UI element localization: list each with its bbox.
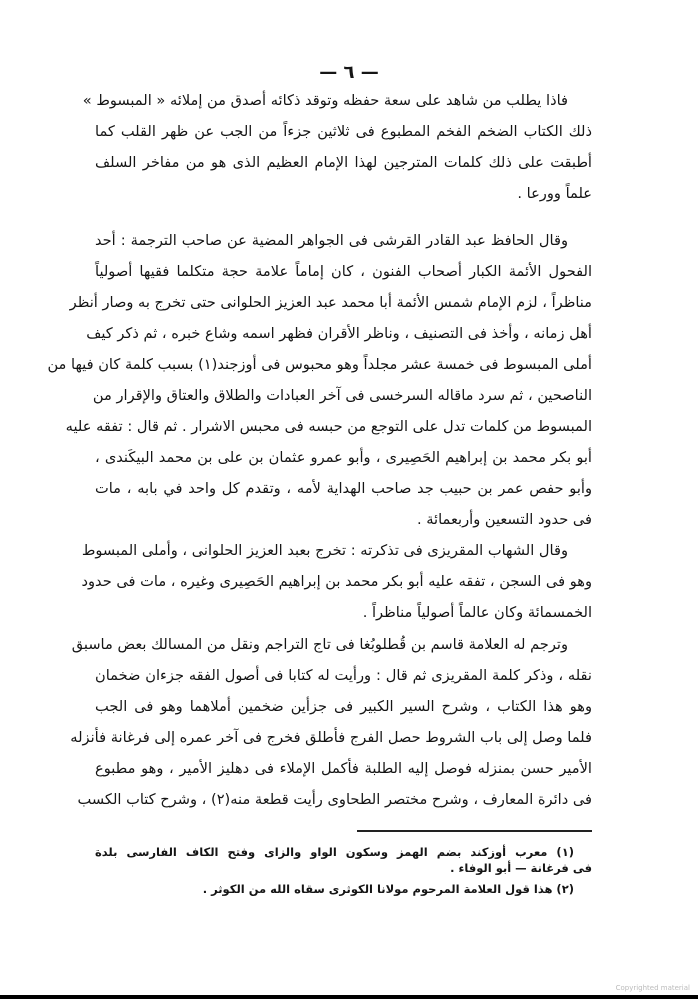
footnote-divider [357, 830, 592, 832]
watermark: Copyrighted material [615, 984, 690, 992]
body-line: الناصحين ، ثم سرد ماقاله السرخسى فى آخر العبادات والطلاق والعتاق والإقرار من [92, 387, 592, 404]
body-line: أبو بكر محمد بن إبراهيم الحَصِيرى ، وأبو عمرو عثمان بن على بن محمد البيكَندى ، [95, 449, 592, 466]
body-line: فى حدود التسعين وأربعمائة . [416, 511, 592, 528]
body-line: وهو هذا الكتاب ، وشرح السير الكبير فى جزأين ضخمين أملاهما وهو فى الجب [95, 698, 592, 715]
body-line: مناظراً ، لزم الإمام شمس الأئمة أبا محمد عبد العزيز الحلوانى حتى تخرج به وصار أنظر [69, 294, 592, 311]
body-line: فاذا يطلب من شاهد على سعة حفظه وتوقد ذكائه أصدق من إملائه « المبسوط » [82, 92, 568, 109]
body-line: فى دائرة المعارف ، وشرح مختصر الطحاوى رأيت قطعة منه(٢) ، وشرح كتاب الكسب [77, 791, 592, 808]
body-line: وهو فى السجن ، تفقه عليه أبو بكر محمد بن إبراهيم الحَصِيرى وغيره ، مات فى حدود [81, 573, 592, 590]
footnote-2: (٢) هذا قول العلامة المرحوم مولانا الكوثرى سقاه الله من الكوثر . [202, 882, 574, 896]
body-line: ذلك الكتاب الضخم الفخم المطبوع فى ثلاثين جزءاً من الجب عن ظهر القلب كما [95, 123, 592, 140]
body-line: أملى المبسوط فى خمسة عشر مجلداً وهو محبوس فى أوزجند(١) بسبب كلمة كان فيها من [47, 356, 592, 373]
body-line: أطبقت على ذلك كلمات المترجين لهذا الإمام العظيم الذى هو من مفاخر السلف [95, 154, 592, 171]
bottom-edge-bar [0, 995, 698, 999]
body-line: أهل زمانه ، وأخذ فى التصنيف ، وناظر الأقران فظهر اسمه وشاع خبره ، ثم ذكر كيف [86, 325, 592, 342]
body-line: الفحول الأئمة الكبار أصحاب الفنون ، كان إماماً علامة حجة متكلما فقيها أصولياً [95, 263, 592, 280]
body-line: وقال الحافظ عبد القادر القرشى فى الجواهر المضية عن صاحب الترجمة : أحد [95, 232, 568, 249]
body-line: علماً وورعا . [517, 185, 592, 202]
body-line: المبسوط من كلمات تدل على التوجع من حبسه فى محبس الاشرار . ثم قال : تفقه عليه [65, 418, 592, 435]
footnote-1-continued: فى فرغانة — أبو الوفاء . [450, 861, 592, 875]
footnote-1: (١) معرب أوزكند بضم الهمز وسكون الواو والزاى وفتح الكاف الفارسى بلدة [95, 845, 574, 859]
body-line: وترجم له العلامة قاسم بن قُطلوبُغا فى تاج التراجم ونقل من المسالك بعض ماسبق [71, 636, 568, 653]
body-line: وأبو حفص عمر بن حبيب جد صاحب الهداية لأمه ، وتقدم كل واحد في بابه ، مات [95, 480, 592, 497]
body-line: وقال الشهاب المقريزى فى تذكرته : تخرج بعبد العزيز الحلوانى ، وأملى المبسوط [81, 542, 568, 559]
body-line: نقله ، وذكر كلمة المقريزى ثم قال : ورأيت له كتابا فى أصول الفقه جزءان ضخمان [95, 667, 592, 684]
page-number: — ٦ — [319, 62, 379, 83]
body-line: الأمير حسن بمنزله فوصل إليه الطلبة فأكمل الإملاء فى دهليز الأمير ، وهو مطبوع [95, 760, 592, 777]
body-line: فلما وصل إلى باب الشروط حصل الفرج فأطلق فخرج فى آخر عمره إلى فرغانة فأنزله [70, 729, 592, 746]
body-line: الخمسمائة وكان عالماً أصولياً مناظراً . [362, 604, 592, 621]
